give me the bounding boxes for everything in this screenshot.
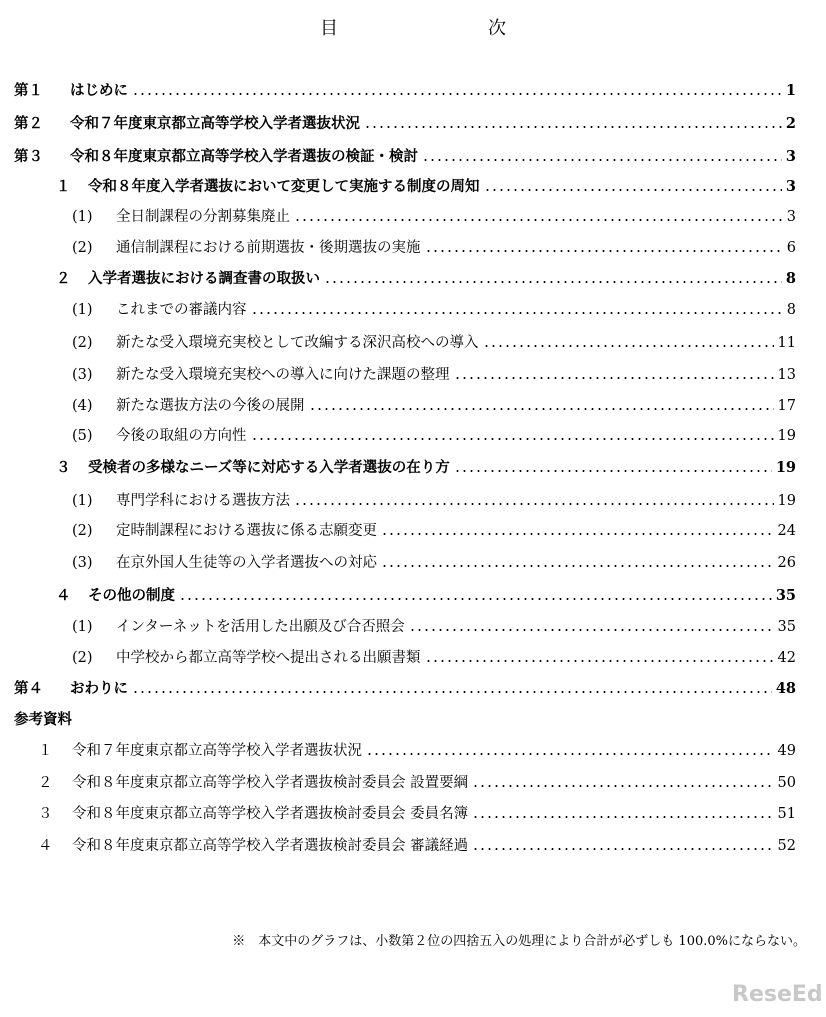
toc-label: 通信制課程における前期選抜・後期選抜の実施: [116, 240, 421, 256]
toc-label: 令和７年度東京都立高等学校入学者選抜状況: [70, 116, 360, 132]
toc-page: 26: [777, 555, 796, 571]
toc-label: おわりに: [70, 681, 128, 697]
toc-page: 35: [777, 619, 796, 635]
toc-entry-subsection[interactable]: [72, 204, 796, 230]
dot-leader: [364, 126, 782, 128]
toc-page: 42: [777, 650, 796, 666]
toc-label: 令和８年度東京都立高等学校入学者選抜検討委員会 委員名簿: [72, 806, 469, 822]
toc-entry-subsection[interactable]: [72, 645, 796, 671]
toc-label: 令和８年度東京都立高等学校入学者選抜の検証・検討: [70, 149, 418, 165]
toc-label: インターネットを活用した出願及び合否照会: [116, 619, 405, 635]
toc-label: 定時制課程における選抜に係る志願変更: [116, 523, 377, 539]
toc-label: その他の制度: [88, 588, 175, 604]
toc-label: 中学校から都立高等学校へ提出される出願書類: [116, 650, 421, 666]
page-title: 目 次: [320, 18, 544, 39]
toc-entry-appendix[interactable]: [38, 833, 796, 859]
dot-leader: [294, 219, 783, 221]
toc-number: １: [38, 743, 53, 759]
toc-entry-subsection[interactable]: [72, 235, 796, 261]
toc-page: 13: [777, 367, 796, 383]
toc-page: 3: [786, 209, 796, 225]
toc-page: 24: [777, 523, 796, 539]
dot-leader: [381, 565, 774, 567]
toc-label: はじめに: [70, 83, 128, 99]
dot-leader: [425, 660, 774, 662]
footnote: ※ 本文中のグラフは、小数第２位の四捨五入の処理により合計が必ずしも 100.0%にならない。: [232, 934, 806, 949]
toc-number: ３: [56, 460, 71, 476]
toc-page: 6: [786, 240, 796, 256]
toc-entry-ch1[interactable]: [14, 78, 796, 104]
toc-entry-appendix[interactable]: [38, 770, 796, 796]
dot-leader: [366, 753, 774, 755]
toc-number: (3): [72, 555, 93, 571]
toc-heading-references: [14, 707, 796, 733]
toc-label: 令和７年度東京都立高等学校入学者選抜状況: [72, 743, 362, 759]
dot-leader: [251, 312, 783, 314]
toc-number: (4): [72, 398, 93, 414]
toc-page: 50: [777, 775, 796, 791]
toc-number: (1): [72, 619, 93, 635]
toc-page: 3: [785, 178, 796, 195]
toc-label: 在京外国人生徒等の入学者選抜への対応: [116, 555, 377, 571]
toc-number: 第４: [14, 681, 43, 697]
toc-entry-ch2[interactable]: [14, 111, 796, 137]
toc-label: 新たな選抜方法の今後の展開: [116, 398, 305, 414]
dot-leader: [484, 189, 782, 191]
dot-leader: [309, 408, 774, 410]
toc-number: (5): [72, 428, 93, 444]
toc-number: １: [56, 179, 71, 195]
toc-entry-subsection[interactable]: [72, 488, 796, 514]
toc-number: (1): [72, 302, 93, 318]
dot-leader: [454, 470, 772, 472]
dot-leader: [324, 281, 782, 283]
toc-number: 第３: [14, 149, 43, 165]
toc-number: (1): [72, 209, 93, 225]
toc-label: 受検者の多様なニーズ等に対応する入学者選抜の在り方: [88, 460, 450, 476]
toc-entry-subsection[interactable]: [72, 393, 796, 419]
toc-entry-subsection[interactable]: [72, 614, 796, 640]
toc-entry-subsection[interactable]: [72, 518, 796, 544]
toc-label: 参考資料: [14, 712, 72, 728]
toc-page: 8: [786, 302, 796, 318]
toc-label: 専門学科における選抜方法: [116, 493, 290, 509]
toc-number: ４: [56, 588, 71, 604]
toc-page: 1: [785, 82, 796, 99]
toc-label: 入学者選抜における調査書の取扱い: [88, 271, 320, 287]
toc-page: 17: [777, 398, 796, 414]
toc-page: 51: [777, 806, 796, 822]
toc-page: 48: [775, 680, 796, 697]
toc-entry-appendix[interactable]: [38, 801, 796, 827]
dot-leader: [132, 93, 782, 95]
dot-leader: [454, 377, 774, 379]
toc-number: ３: [38, 806, 53, 822]
toc-page: 3: [785, 148, 796, 165]
dot-leader: [472, 816, 773, 818]
dot-leader: [132, 691, 772, 693]
dot-leader: [472, 785, 773, 787]
dot-leader: [251, 438, 774, 440]
dot-leader: [409, 629, 774, 631]
toc-page: 52: [777, 838, 796, 854]
toc-page: 19: [777, 493, 796, 509]
toc-number: (2): [72, 523, 93, 539]
toc-entry-subsection[interactable]: [72, 423, 796, 449]
dot-leader: [472, 848, 773, 850]
dot-leader: [179, 598, 772, 600]
watermark-logo: ReseEd: [732, 982, 823, 1007]
dot-leader: [425, 250, 783, 252]
toc-entry-section[interactable]: [56, 266, 796, 292]
toc-page: 19: [777, 428, 796, 444]
toc-number: 第２: [14, 116, 43, 132]
toc-number: (2): [72, 335, 93, 351]
toc-entry-section[interactable]: [56, 583, 796, 609]
toc-number: (2): [72, 650, 93, 666]
toc-entry-section[interactable]: [56, 174, 796, 200]
dot-leader: [294, 503, 774, 505]
toc-entry-subsection[interactable]: [72, 330, 796, 356]
toc-label: 新たな受入環境充実校への導入に向けた課題の整理: [116, 367, 450, 383]
toc-label: 新たな受入環境充実校として改編する深沢高校への導入: [116, 335, 479, 351]
toc-label: 全日制課程の分割募集廃止: [116, 209, 290, 225]
toc-label: 令和８年度東京都立高等学校入学者選抜検討委員会 審議経過: [72, 838, 469, 854]
toc-number: 第１: [14, 83, 43, 99]
toc-entry-section[interactable]: [56, 455, 796, 481]
toc-label: 令和８年度入学者選抜において変更して実施する制度の周知: [88, 179, 480, 195]
toc-label: 令和８年度東京都立高等学校入学者選抜検討委員会 設置要綱: [72, 775, 469, 791]
toc-number: ２: [38, 775, 53, 791]
toc-label: これまでの審議内容: [116, 302, 247, 318]
dot-leader: [381, 533, 774, 535]
toc-number: (1): [72, 493, 93, 509]
toc-entry-ch4[interactable]: [14, 676, 796, 702]
dot-leader: [483, 345, 774, 347]
toc-entry-ch3[interactable]: [14, 144, 796, 170]
toc-label: 今後の取組の方向性: [116, 428, 247, 444]
toc-page: 8: [785, 270, 796, 287]
toc-number: (2): [72, 240, 93, 256]
toc-number: (3): [72, 367, 93, 383]
toc-page: 11: [777, 335, 796, 351]
toc-page: 2: [785, 115, 796, 132]
toc-page: 49: [777, 743, 796, 759]
toc-entry-subsection[interactable]: [72, 297, 796, 323]
toc-number: ２: [56, 271, 71, 287]
toc-page: 35: [775, 587, 796, 604]
dot-leader: [422, 159, 782, 161]
toc-number: ４: [38, 838, 53, 854]
toc-page: 19: [775, 459, 796, 476]
toc-entry-subsection[interactable]: [72, 362, 796, 388]
toc-entry-subsection[interactable]: [72, 550, 796, 576]
toc-entry-appendix[interactable]: [38, 738, 796, 764]
